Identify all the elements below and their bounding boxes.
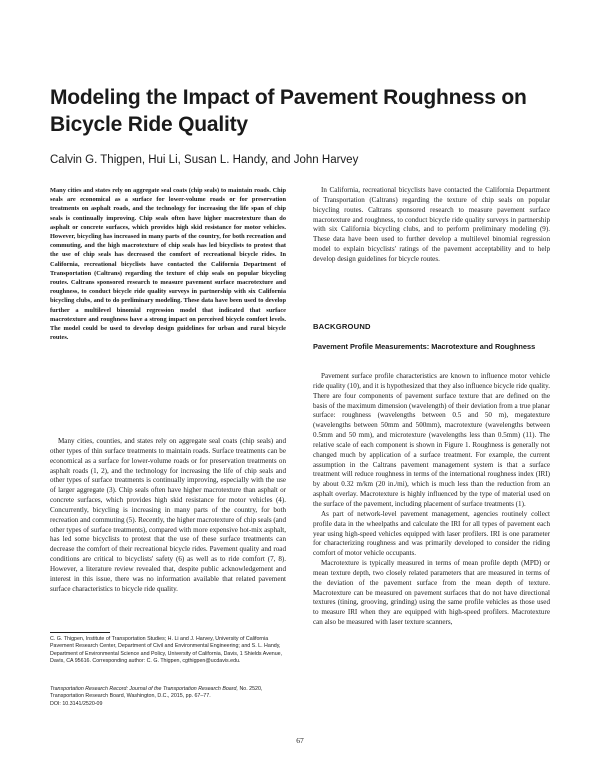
article-title: Modeling the Impact of Pavement Roughness on Bicycle Ride Quality <box>50 86 527 136</box>
right-paragraph-3: As part of network-level pavement management, agencies routinely collect profile data in the wheelpaths and calculate the IRI for all types of pavement each year using high-speed vehicles equipped with laser profilers. IRI is one parameter for characterizing roughness and was primarily developed to consider the riding comfort of motor vehicle occupants. <box>313 509 550 558</box>
right-paragraph-1: In California, recreational bicyclists have contacted the California Department of Transportation (Caltrans) regarding the texture of chip seals on popular bicycling routes. Caltrans sponsored research to measure pavement surface macrotexture and roughness, to conduct bicycle ride quality surveys in partnership with six California bicycling clubs, and to perform preliminary modeling (9). These data have been used to further develop a multilevel binomial regression model to explain bicyclists' ratings of the pavement acceptability and to help develop design guidelines for bicycle routes. <box>313 186 550 263</box>
doi: DOI: 10.3141/2520-09 <box>50 700 103 707</box>
section-heading: BACKGROUND <box>313 322 371 331</box>
intro-paragraph: Many cities, counties, and states rely on aggregate seal coats (chip seals) and other types of thin surface treatments to maintain roads. Surface treatments can be economical as a surface for lower-volume roads or for preservation treatments on asphalt roads (1, 2), and the technology for increasing the life of chip seals and other types of surface treatments is continually improving, especially with the use of larger aggregate (3). Chip seals often have higher macrotexture than asphalt or concrete surfaces, which provides high skid resistance for motor vehicles (4). Concurrently, bicycling is increasing in many parts of the country, for both recreation and commuting (5). Recently, the higher macrotexture of chip seals (and other types of surface treatments), compared with more expensive hot-mix asphalt, has led some bicyclists to protest that the use of these surface treatments can decrease the comfort of their recreational bicycle rides. Pavement quality and road conditions are critical to bicyclists' safety (6) as well as to ride comfort (7, 8). However, a literature review revealed that, despite public acknowledgement and interest in this issue, there was no information available that related pavement surface characteristics to bicycle ride quality. <box>50 437 286 593</box>
page-number: 67 <box>296 736 304 745</box>
right-paragraph-2: Pavement surface profile characteristics are known to influence motor vehicle ride quality (10), and it is hypothesized that they also influence bicycle ride quality. There are four components of pavement surface texture that are defined on the basis of the maximum dimension (wavelength) of their deviation from a true planar surface: roughness (wavelengths between 0.5 and 50 m), megatexture (wavelengths between 50mm and 500mm), macrotexture (wavelengths between 0.5mm and 50 mm), and microtexture (wavelengths less than 0.5mm) (11). The relative scale of each component is shown in Figure 1. Roughness is generally not changed much by application of a surface treatment. For example, the current assumption in the Caltrans pavement management system is that a surface treatment will reduce roughness in terms of the international roughness index (IRI) by about 0.32 m/km (20 in./mi), which is much less than the reduction from an asphalt overlay. Macrotexture is highly influenced by the type of material used on the surface of the pavement, including placement of surface treatments (1). <box>313 372 550 508</box>
journal-name: Transportation Research Record: Journal of the Transportation Research Board, <box>50 686 238 692</box>
journal-issue: No. 2520, Transportation Research Board, Washington, D.C., 2015, pp. 67–77. <box>50 686 263 700</box>
footnote-divider <box>50 632 110 633</box>
subsection-heading: Pavement Profile Measurements: Macrotexture and Roughness <box>313 342 536 351</box>
author-affiliations: C. G. Thigpen, Institute of Transportation Studies; H. Li and J. Harvey, University of California Pavement Research Center, Department of Civil and Environmental Engineering; and S. L. Handy, Department of Environmental Science and Policy, University of California, Davis, 1 Shields Avenue, Davis, CA 95616. Corresponding author: C. G. Thigpen, cgthigpen@ucdavis.edu. <box>50 636 283 664</box>
abstract: Many cities and states rely on aggregate seal coats (chip seals) to maintain roads. Chip seals are economical as a surface for lower-volume roads or for preservation treatments on asphalt roads, and the technology for increasing the life span of chip seals is continually improving. Chip seals often have higher macrotexture than do asphalt or concrete surfaces, which provides high skid resistance for motor vehicles. However, bicycling has increased in many parts of the country, for both recreation and commuting, and the high macrotexture of chip seals has led bicyclists to protest that the use of chip seals has decreased the comfort of recreational bicycle rides. In California, recreational bicyclists have contacted the California Department of Transportation (Caltrans) regarding the texture of chip seals on popular bicycling routes. Caltrans sponsored research to measure pavement surface macrotexture and roughness, to conduct bicycle ride quality surveys in partnership with six California bicycling clubs, and to do preliminary modeling. These data have been used to develop further a multilevel binomial regression model that indicated that surface macrotexture and roughness have a strong impact on perceived bicycle comfort levels. The model could be used to develop design guidelines for urban and rural bicycle routes. <box>50 187 286 342</box>
article-authors: Calvin G. Thigpen, Hui Li, Susan L. Handy, and John Harvey <box>50 154 359 166</box>
journal-citation <box>50 686 286 708</box>
right-body <box>313 372 550 628</box>
right-paragraph-4: Macrotexture is typically measured in terms of mean profile depth (MPD) or mean texture depth, two closely related parameters that are measured in terms of the deviation of the pavement surface from the mean depth of texture. Macrotexture can be measured on pavement surfaces that do not have directional textures (tining, grooving, grinding) using the same profile vehicles as those used to measure IRI when they are equipped with high-speed profilers. Macrotexture can also be measured with laser texture scanners, <box>313 559 550 627</box>
